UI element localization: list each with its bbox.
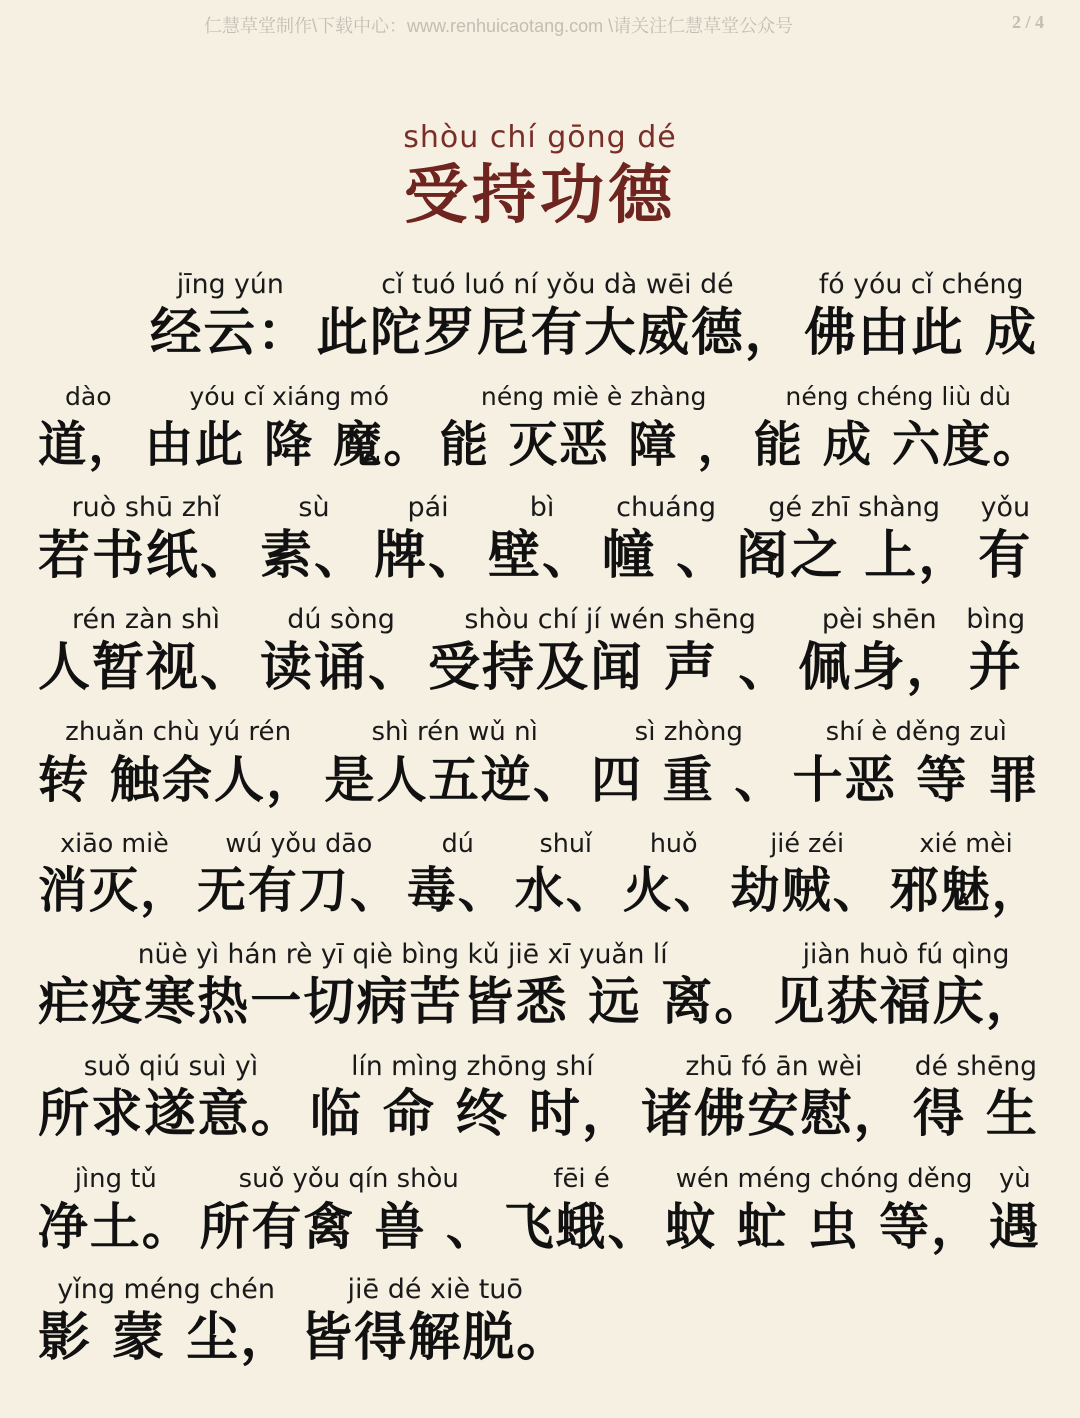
pinyin-annotation: shí è děng zuì	[825, 716, 1007, 747]
text-line	[0, 380, 1080, 492]
phrase-unit	[440, 380, 748, 476]
text-line	[0, 938, 1080, 1050]
text-line	[0, 715, 1080, 827]
phrase-unit	[488, 491, 596, 587]
phrase-unit	[150, 268, 311, 364]
pinyin-annotation: xié mèi	[919, 828, 1013, 859]
phrase-unit	[798, 603, 960, 699]
phrase-unit	[665, 1162, 982, 1258]
phrase-unit	[804, 268, 1038, 364]
page-header	[0, 12, 1080, 36]
hanzi-text: 临 命 终 时，	[309, 1084, 636, 1144]
hanzi-text: 所有禽 兽 、	[199, 1197, 498, 1256]
phrase-unit	[792, 715, 1040, 811]
phrase-unit	[200, 1162, 498, 1258]
hanzi-text: 幢 、	[602, 526, 731, 587]
phrase-unit	[38, 1162, 194, 1258]
hanzi-text: 火、	[622, 862, 725, 920]
phrase-unit	[260, 491, 368, 587]
pinyin-annotation: cǐ tuó luó ní yǒu dà wēi dé	[381, 269, 734, 300]
phrase-unit	[407, 826, 509, 922]
hanzi-text: 劫贼、	[730, 862, 884, 920]
phrase-unit	[38, 826, 191, 922]
phrase-unit	[515, 826, 617, 922]
phrase-unit	[890, 826, 1043, 922]
phrase-unit	[38, 1050, 304, 1146]
pinyin-annotation: bì	[529, 492, 555, 524]
hanzi-text: 诸佛安慰，	[641, 1084, 907, 1144]
hanzi-text: 道，	[38, 416, 139, 473]
pinyin-annotation: dú	[441, 828, 474, 859]
pinyin-annotation: shòu chí jí wén shēng	[464, 604, 756, 636]
source-watermark: 仁慧草堂制作\下载中心：www.renhuicaotang.com \请关注仁慧草堂公众号	[204, 16, 794, 36]
hanzi-text: 飞蛾、	[503, 1197, 660, 1256]
hanzi-text: 所求遂意。	[38, 1084, 304, 1144]
hanzi-text: 由此 降 魔。	[144, 416, 434, 473]
pinyin-annotation: bìng	[966, 604, 1026, 636]
pinyin-annotation: yù	[998, 1163, 1031, 1194]
pinyin-annotation: huǒ	[649, 828, 698, 859]
hanzi-text: 四 重 、	[591, 749, 787, 809]
hanzi-text: 壁、	[488, 526, 597, 587]
text-line	[0, 1050, 1080, 1162]
phrase-unit	[754, 380, 1043, 476]
pinyin-annotation: pèi shēn	[821, 604, 937, 636]
pinyin-annotation: chuáng	[616, 492, 717, 524]
hanzi-text: 有	[978, 526, 1033, 587]
pinyin-annotation: gé zhī shàng	[768, 492, 941, 524]
hanzi-text: 若书纸、	[38, 526, 255, 587]
text-line	[0, 826, 1080, 938]
hanzi-text: 水、	[514, 862, 617, 920]
phrase-unit	[197, 826, 401, 922]
hanzi-text: 素、	[260, 526, 369, 587]
pinyin-annotation: shuǐ	[539, 828, 592, 859]
hanzi-text: 经云：	[150, 303, 311, 363]
phrase-unit	[736, 491, 972, 587]
hanzi-text: 得 生	[912, 1084, 1039, 1144]
hanzi-text: 牌、	[374, 526, 483, 587]
pinyin-annotation: yǐng méng chén	[57, 1274, 275, 1306]
phrase-unit	[966, 603, 1025, 699]
hanzi-text: 人暂视、	[38, 638, 255, 699]
phrase-unit	[978, 491, 1032, 587]
pinyin-annotation: fó yóu cǐ chéng	[818, 269, 1024, 300]
hanzi-text: 净土。	[38, 1197, 194, 1256]
phrase-unit	[324, 715, 585, 811]
text-line	[0, 603, 1080, 715]
pinyin-annotation: jiē dé xiè tuō	[347, 1274, 523, 1306]
hanzi-text: 读诵、	[260, 638, 423, 699]
pinyin-annotation: dú sòng	[287, 604, 395, 636]
pinyin-annotation: dé shēng	[914, 1050, 1038, 1082]
hanzi-text: 十恶 等 罪	[792, 749, 1041, 809]
phrase-unit	[38, 715, 318, 811]
pinyin-annotation: lín mìng zhōng shí	[351, 1050, 594, 1082]
phrase-unit	[38, 938, 767, 1034]
text-line	[0, 491, 1080, 603]
phrase-unit	[38, 491, 254, 587]
phrase-unit	[374, 491, 482, 587]
hanzi-text: 消灭，	[38, 862, 191, 920]
pinyin-annotation: suǒ qiú suì yì	[83, 1050, 259, 1082]
hanzi-text: 能 成 六度。	[753, 416, 1043, 473]
phrase-unit	[428, 603, 792, 699]
pinyin-annotation: néng miè è zhàng	[480, 381, 707, 411]
hanzi-text: 遇	[988, 1197, 1041, 1256]
pinyin-annotation: wén méng chóng děng	[675, 1163, 973, 1194]
phrase-unit	[623, 826, 725, 922]
hanzi-text: 见获福庆，	[773, 973, 1039, 1033]
pinyin-annotation: jiàn huò fú qìng	[802, 939, 1010, 971]
text-line	[0, 1273, 1080, 1385]
hanzi-text: 邪魅，	[889, 862, 1043, 920]
phrase-unit	[989, 1162, 1041, 1258]
hanzi-text: 无有刀、	[196, 862, 401, 920]
pinyin-annotation: fēi é	[553, 1163, 610, 1194]
pinyin-annotation: jié zéi	[770, 828, 845, 859]
phrase-unit	[913, 1050, 1039, 1146]
hanzi-text: 影 蒙 尘，	[38, 1308, 295, 1369]
hanzi-text: 毒、	[406, 862, 509, 920]
pinyin-annotation: dào	[64, 381, 112, 411]
hanzi-text: 皆得解脱。	[300, 1308, 571, 1369]
pinyin-annotation: zhū fó ān wèi	[685, 1050, 863, 1082]
hanzi-text: 转 触余人，	[38, 749, 319, 809]
pinyin-annotation: sù	[298, 492, 330, 524]
pinyin-annotation: shì rén wǔ nì	[371, 716, 538, 747]
pinyin-annotation: néng chéng liù dù	[785, 381, 1012, 411]
pinyin-annotation: xiāo miè	[60, 828, 169, 859]
page-number: 2 / 4	[1011, 12, 1044, 32]
pinyin-annotation: zhuǎn chù yú rén	[65, 716, 292, 747]
hanzi-text: 疟疫寒热一切病苦皆悉 远 离。	[38, 973, 768, 1033]
pinyin-annotation: wú yǒu dāo	[225, 828, 373, 859]
hanzi-text: 此陀罗尼有大威德，	[316, 303, 799, 363]
phrase-unit	[300, 1273, 570, 1369]
pinyin-annotation: nüè yì hán rè yī qiè bìng kǔ jiē xī yuǎn lí	[137, 939, 668, 971]
pinyin-annotation: yǒu	[980, 492, 1031, 524]
title-block	[0, 118, 1080, 234]
phrase-unit	[310, 1050, 635, 1146]
phrase-unit	[317, 268, 799, 364]
hanzi-text: 佩身，	[798, 638, 961, 699]
text-line	[0, 1162, 1080, 1274]
pinyin-annotation: yóu cǐ xiáng mó	[189, 381, 389, 411]
phrase-unit	[145, 380, 434, 476]
page-title: 受持功德	[404, 158, 676, 233]
hanzi-text: 并	[968, 638, 1023, 699]
phrase-unit	[38, 380, 139, 476]
hanzi-text: 是人五逆、	[324, 749, 586, 809]
hanzi-text: 阁之 上，	[736, 526, 973, 587]
text-line	[0, 268, 1080, 380]
pinyin-annotation: ruò shū zhǐ	[71, 492, 221, 524]
pinyin-annotation: sì zhòng	[634, 716, 743, 747]
phrase-unit	[773, 938, 1038, 1034]
scripture-text	[0, 268, 1080, 1385]
phrase-unit	[260, 603, 422, 699]
pinyin-annotation: suǒ yǒu qín shòu	[238, 1163, 459, 1194]
pinyin-annotation: pái	[407, 492, 449, 524]
phrase-unit	[731, 826, 884, 922]
hanzi-text: 受持及闻 声 、	[428, 638, 793, 699]
phrase-unit	[38, 603, 254, 699]
phrase-unit	[504, 1162, 660, 1258]
phrase-unit	[38, 1273, 294, 1369]
phrase-unit	[641, 1050, 907, 1146]
title-pinyin: shòu chí gōng dé	[403, 120, 677, 155]
phrase-unit	[591, 715, 786, 811]
pinyin-annotation: rén zàn shì	[72, 604, 220, 636]
phrase-unit	[602, 491, 730, 587]
pinyin-annotation: jīng yún	[176, 269, 284, 300]
hanzi-text: 佛由此 成	[804, 303, 1039, 363]
pinyin-annotation: jìng tǔ	[74, 1163, 157, 1194]
hanzi-text: 能 灭恶 障 ，	[439, 416, 748, 473]
hanzi-text: 蚊 虻 虫 等，	[665, 1197, 983, 1256]
